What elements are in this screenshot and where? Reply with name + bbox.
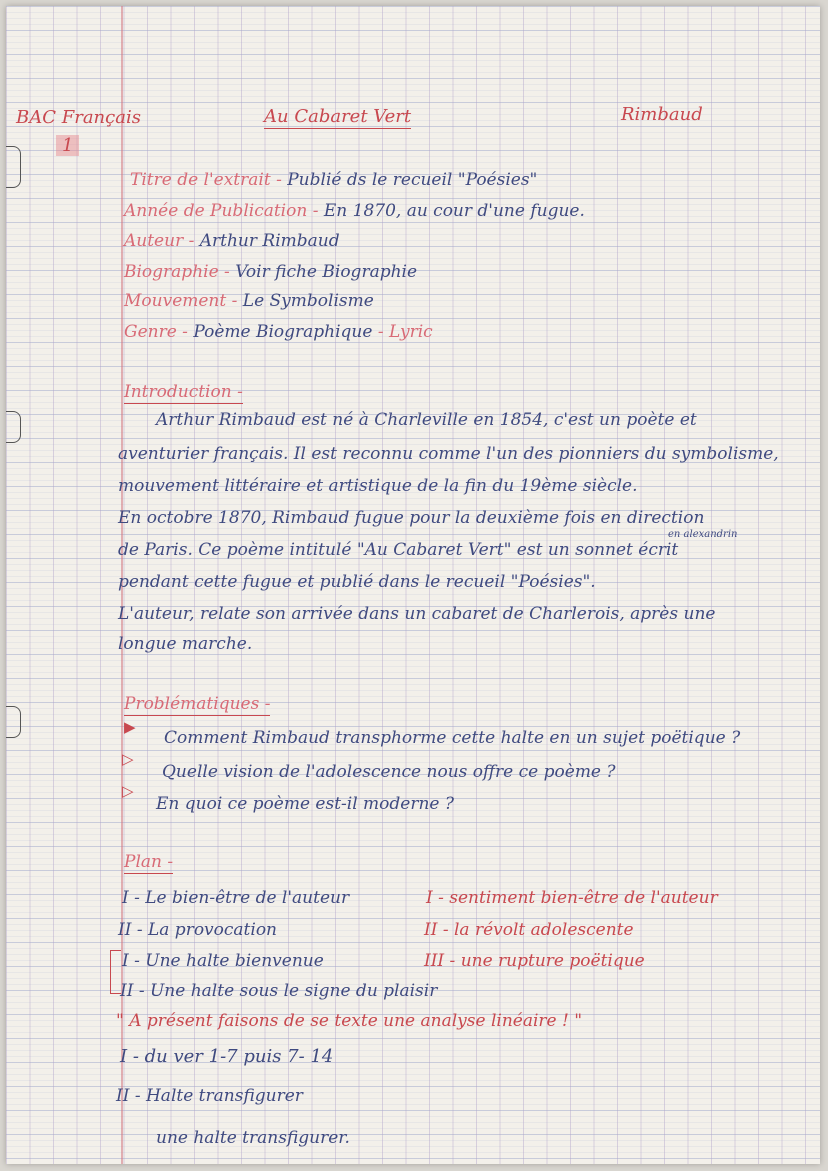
notebook-page	[6, 6, 820, 1164]
document-title: Au Cabaret Vert	[264, 106, 412, 127]
binder-mark	[6, 706, 21, 738]
subject-label: BAC Français	[16, 107, 141, 128]
plan-right-item: III - une rupture poëtique	[424, 951, 645, 971]
intro-line: de Paris. Ce poème intitulé "Au Cabaret Vert" est un sonnet écrit	[118, 540, 679, 560]
info-value: Poème Biographique	[193, 322, 373, 342]
analysis-line: une halte transfigurer.	[156, 1128, 350, 1148]
plan-heading: Plan -	[124, 852, 174, 872]
analysis-line: II - Halte transfigurer	[116, 1086, 303, 1106]
intro-line: aventurier français. Il est reconnu comme l'un des pionniers du symbolisme,	[118, 444, 779, 464]
info-label: Mouvement -	[124, 291, 238, 311]
analysis-line: I - du ver 1-7 puis 7- 14	[120, 1046, 334, 1067]
plan-left-item: I - Le bien-être de l'auteur	[122, 888, 350, 908]
bullet-arrow-icon: ▷	[122, 782, 134, 800]
introduction-heading: Introduction -	[124, 382, 243, 402]
plan-right-item: II - la révolt adolescente	[424, 920, 634, 940]
plan-left-item: I - Une halte bienvenue	[122, 951, 324, 971]
problematiques-heading: Problématiques -	[124, 694, 271, 714]
info-row	[124, 291, 374, 311]
bullet-arrow-icon: ▶	[124, 718, 136, 736]
info-label: Biographie -	[124, 262, 230, 282]
intro-line: L'auteur, relate son arrivée dans un cabaret de Charlerois, après une	[118, 604, 716, 624]
info-row	[124, 322, 433, 342]
plan-left-item: II - Une halte sous le signe du plaisir	[120, 981, 438, 1001]
plan-right-item: I - sentiment bien-être de l'auteur	[426, 888, 718, 908]
info-extra: - Lyric	[377, 322, 433, 342]
info-row	[124, 231, 340, 251]
intro-line: mouvement littéraire et artistique de la fin du 19ème siècle.	[118, 476, 638, 496]
info-row	[130, 170, 537, 190]
author-name: Rimbaud	[621, 104, 703, 125]
info-row	[124, 201, 585, 221]
plan-left-item: II - La provocation	[118, 920, 278, 940]
info-value: Arthur Rimbaud	[199, 231, 340, 251]
info-label: Auteur -	[124, 231, 195, 251]
problematique-item: Quelle vision de l'adolescence nous offre ce poème ?	[162, 762, 616, 782]
info-value: Le Symbolisme	[242, 291, 374, 311]
intro-line: En octobre 1870, Rimbaud fugue pour la deuxième fois en direction	[118, 508, 705, 528]
info-value: Publié ds le recueil "Poésies"	[287, 170, 538, 190]
problematique-item: Comment Rimbaud transphorme cette halte en un sujet poëtique ?	[164, 728, 741, 748]
problematique-item: En quoi ce poème est-il moderne ?	[156, 794, 455, 814]
info-label: Année de Publication -	[124, 201, 319, 221]
binder-mark	[6, 411, 21, 443]
info-label: Titre de l'extrait -	[130, 170, 282, 190]
info-row	[124, 262, 417, 282]
bullet-arrow-icon: ▷	[122, 750, 134, 768]
intro-line: pendant cette fugue et publié dans le recueil "Poésies".	[118, 572, 596, 592]
page-number: 1	[56, 135, 79, 156]
info-label: Genre -	[124, 322, 188, 342]
analysis-quote: " A présent faisons de se texte une analyse linéaire ! "	[116, 1011, 583, 1031]
binder-mark	[6, 146, 21, 188]
intro-line: longue marche.	[118, 634, 253, 654]
info-value: En 1870, au cour d'une fugue.	[323, 201, 585, 221]
intro-annotation: en alexandrin	[668, 529, 738, 540]
info-value: Voir fiche Biographie	[235, 262, 418, 282]
intro-line: Arthur Rimbaud est né à Charleville en 1854, c'est un poète et	[156, 410, 697, 430]
